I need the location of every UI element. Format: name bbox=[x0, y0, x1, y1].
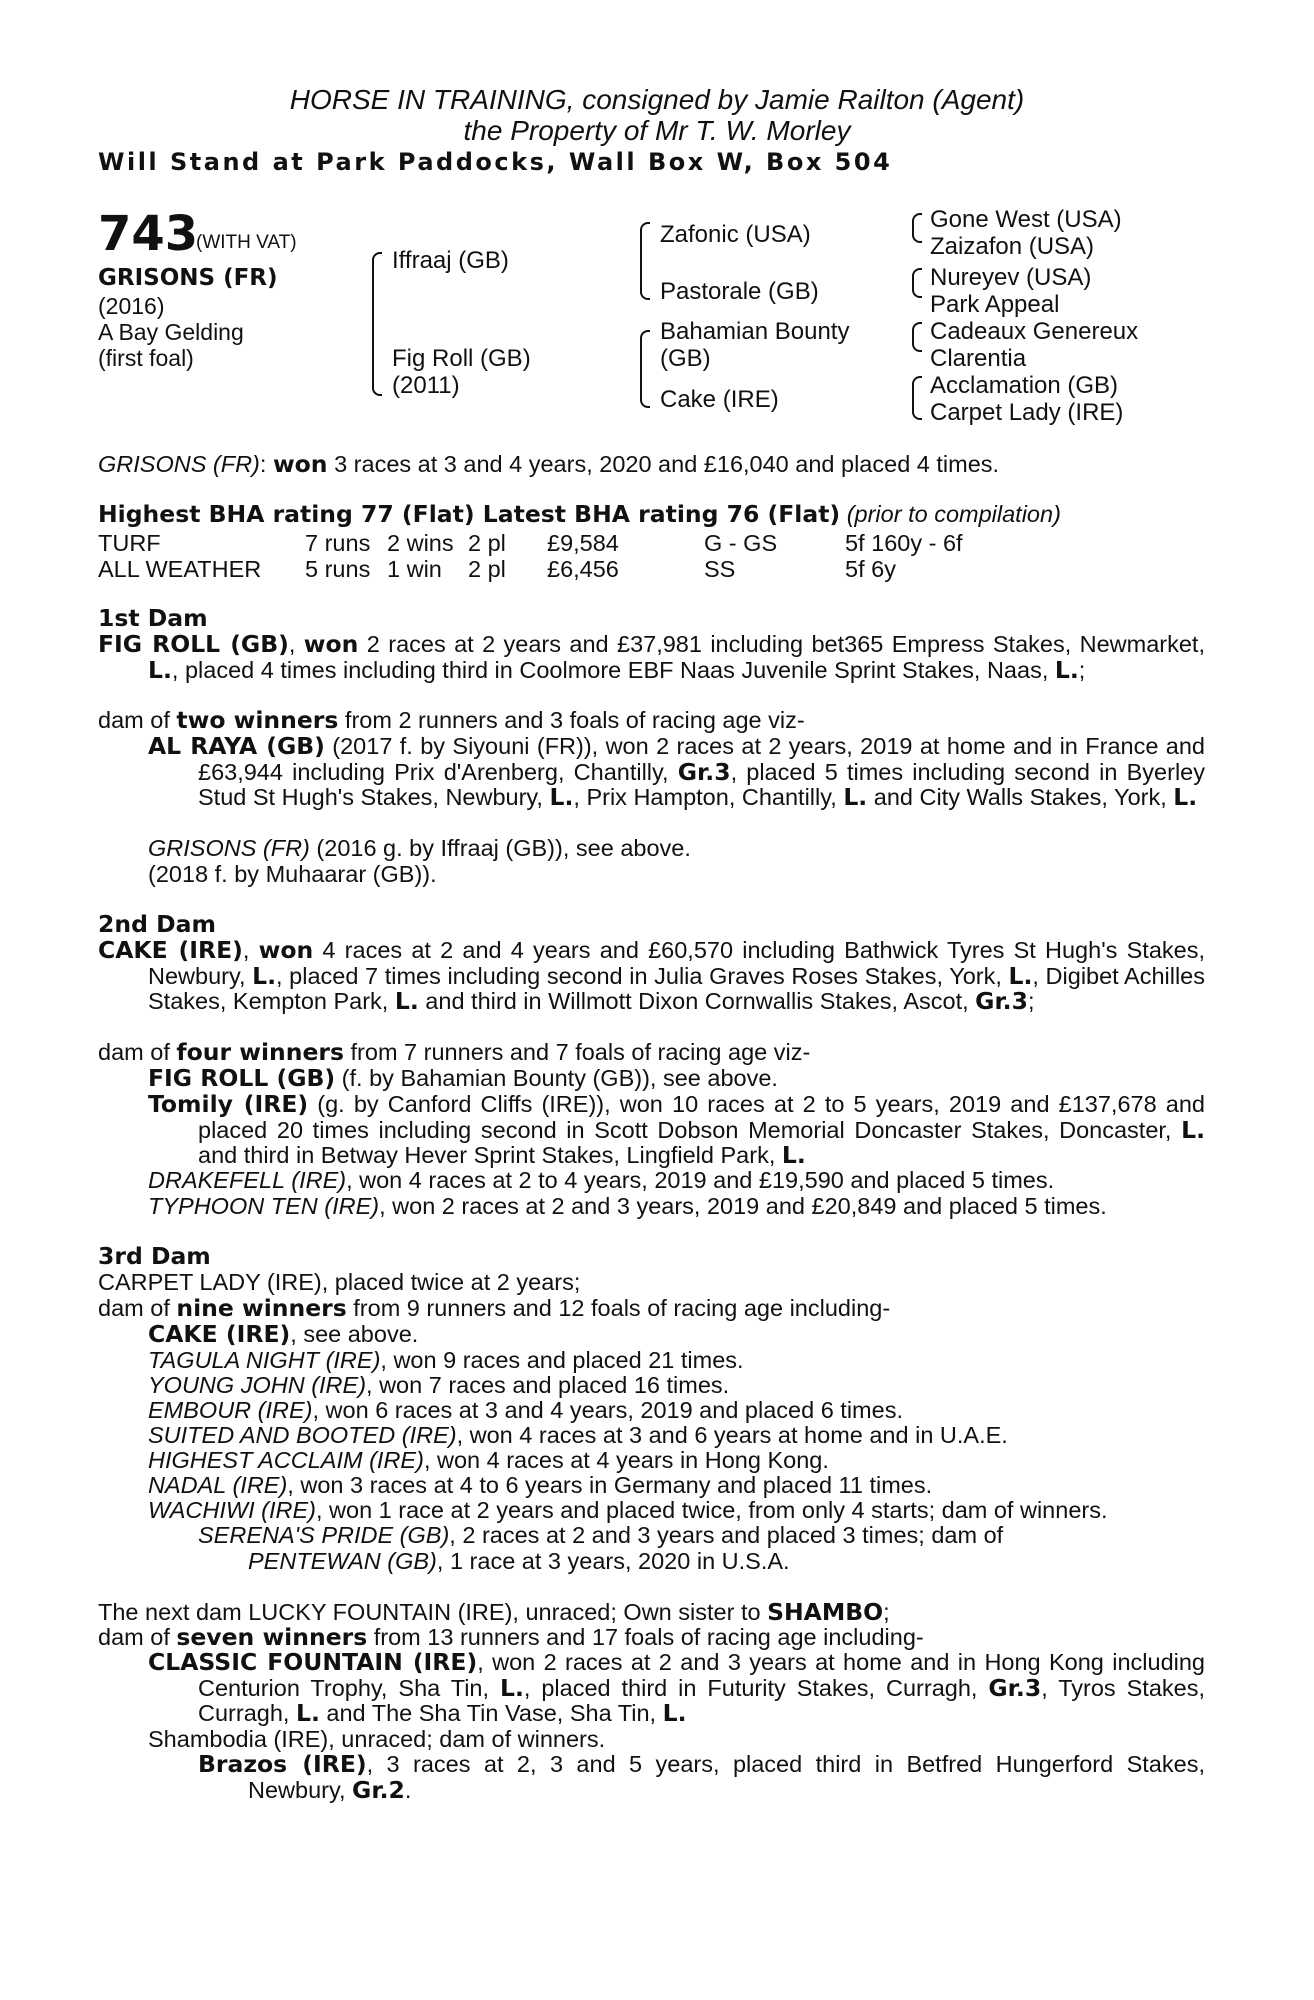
pedigree-sd: Pastorale (GB) bbox=[660, 278, 819, 305]
pedigree-brace-ss bbox=[912, 213, 922, 243]
dam2-text3: , Digibet Achilles Stakes, Kempton Park, bbox=[148, 962, 1206, 1014]
listed-mark: L. bbox=[549, 783, 574, 811]
bha-rating bbox=[98, 502, 1203, 528]
pedigree-brace-sire bbox=[640, 222, 650, 300]
dam3-produce-6 bbox=[148, 1448, 1253, 1474]
pedigree-dds: Acclamation (GB) bbox=[930, 372, 1119, 399]
damof-post: from 2 runners and 3 foals of racing age viz- bbox=[338, 707, 805, 733]
produce-name: DRAKEFELL (IRE) bbox=[148, 1167, 347, 1193]
dam2-heading: 2nd Dam bbox=[98, 910, 216, 938]
produce-name: HIGHEST ACCLAIM (IRE) bbox=[148, 1447, 424, 1473]
listed-mark: L. bbox=[1181, 1115, 1205, 1144]
pedigree-brace-gen1 bbox=[372, 252, 382, 396]
listed-mark: L. bbox=[781, 1141, 806, 1169]
dam1-produce-1 bbox=[148, 734, 1205, 811]
damof-pre: dam of bbox=[98, 1295, 177, 1321]
listed-mark: L. bbox=[662, 1699, 687, 1727]
produce-end: . bbox=[404, 1776, 412, 1803]
dam2-won: won bbox=[258, 936, 314, 964]
produce-name: Tomily (IRE) bbox=[148, 1090, 309, 1118]
pedigree-ssd: Zaizafon (USA) bbox=[930, 233, 1095, 260]
pedigree-brace-dam bbox=[640, 330, 650, 408]
produce-name: Brazos (IRE) bbox=[198, 1750, 367, 1778]
dam3-record: CARPET LADY (IRE), placed twice at 2 years; bbox=[98, 1269, 581, 1295]
stat-surface: TURF bbox=[98, 530, 161, 556]
nextdam-record bbox=[98, 1600, 1203, 1626]
pedigree-dam-year: (2011) bbox=[392, 372, 460, 399]
group-mark: Gr.2 bbox=[352, 1775, 405, 1804]
produce-text3: , Prix Hampton, Chantilly, bbox=[573, 784, 844, 810]
produce-text: (f. by Bahamian Bounty (GB)), see above. bbox=[335, 1065, 778, 1091]
damof-bold: two winners bbox=[176, 706, 339, 734]
nextdam-end: ; bbox=[883, 1599, 890, 1625]
dam3-produce-5 bbox=[148, 1423, 1253, 1449]
produce-name: PENTEWAN (GB) bbox=[248, 1548, 437, 1574]
produce-text: , won 2 races at 2 and 3 years, 2019 and £20,849 and placed 5 times. bbox=[379, 1193, 1107, 1219]
nextdam-sibling: SHAMBO bbox=[767, 1598, 884, 1626]
dam3-damof bbox=[98, 1296, 1203, 1322]
pedigree-dam: Fig Roll (GB) bbox=[392, 345, 531, 372]
damof-pre: dam of bbox=[98, 1624, 177, 1650]
produce-text: , won 4 races at 3 and 6 years at home and in U.A.E. bbox=[456, 1422, 1008, 1448]
produce-name: SUITED AND BOOTED (IRE) bbox=[148, 1422, 457, 1448]
produce-text2: , placed 5 times including second in Byerley Stud St Hugh's Stakes, Newbury, bbox=[198, 758, 1205, 810]
listed-mark: L. bbox=[1173, 783, 1198, 811]
pedigree-dsd: Clarentia bbox=[930, 345, 1027, 372]
damof-bold: seven winners bbox=[176, 1623, 368, 1651]
horse-description: A Bay Gelding bbox=[98, 319, 244, 345]
stat-prize: £9,584 bbox=[547, 530, 619, 556]
pedigree-brace-ds bbox=[912, 322, 922, 352]
listed-mark: L. bbox=[1054, 655, 1079, 684]
pedigree-ss: Zafonic (USA) bbox=[660, 221, 811, 248]
listed-mark: L. bbox=[843, 783, 868, 811]
produce-text: (g. by Canford Cliffs (IRE)), won 10 races at 2 to 5 years, 2019 and £137,678 and placed 20 times including second in Scott Dobson Memorial Doncaster Stakes, Doncaster, bbox=[198, 1091, 1206, 1143]
dam1-won: won bbox=[303, 630, 359, 658]
vat-note: (WITH VAT) bbox=[196, 232, 297, 253]
produce-text: , won 6 races at 3 and 4 years, 2019 and placed 6 times. bbox=[312, 1397, 903, 1423]
lot-number: 743 bbox=[98, 206, 199, 262]
listed-mark: L. bbox=[499, 1673, 524, 1702]
nextdam-produce-2: Shambodia (IRE), unraced; dam of winners. bbox=[148, 1726, 606, 1752]
dam1-record: FIG ROLL (GB), won 2 races at 2 years and £37,981 including bet365 Empress Stakes, Newmarket, L., placed 4 times including third in Coolmore EBF Naas Juvenile Sprint Stakes, Naas, L.; bbox=[98, 630, 1205, 684]
produce-text: , won 9 races and placed 21 times. bbox=[380, 1347, 744, 1373]
produce-text3: , Tyros Stakes, Curragh, bbox=[198, 1674, 1205, 1726]
rating-text: Highest BHA rating 77 (Flat) Latest BHA rating 76 (Flat) bbox=[98, 500, 841, 528]
pedigree-sss: Gone West (USA) bbox=[930, 206, 1122, 233]
produce-text4: and City Walls Stakes, York, bbox=[867, 784, 1174, 810]
produce-name: AL RAYA (GB) bbox=[148, 732, 325, 760]
group-mark: Gr.3 bbox=[975, 987, 1028, 1015]
horse-name: GRISONS (FR) bbox=[98, 265, 278, 291]
group-mark: Gr.3 bbox=[677, 757, 731, 786]
dam2-text2: , placed 7 times including second in Julia Graves Roses Stakes, York, bbox=[276, 962, 1009, 989]
summary-won: won bbox=[272, 450, 328, 478]
pedigree-brace-dd bbox=[912, 376, 922, 420]
dam3-produce-4 bbox=[148, 1398, 1253, 1424]
dam1-damof bbox=[98, 708, 1203, 734]
dam2-produce-3 bbox=[148, 1168, 1253, 1194]
dam2-produce-4 bbox=[148, 1194, 1253, 1220]
stat-going: SS bbox=[704, 556, 736, 582]
dam2-end: ; bbox=[1027, 988, 1035, 1014]
produce-name: TYPHOON TEN (IRE) bbox=[148, 1193, 380, 1219]
nextdam-damof bbox=[98, 1625, 1203, 1651]
produce-name: GRISONS (FR) bbox=[148, 835, 310, 861]
pedigree-sire: Iffraaj (GB) bbox=[392, 247, 509, 274]
dam1-heading: 1st Dam bbox=[98, 604, 208, 632]
produce-text: , won 3 races at 4 to 6 years in Germany and placed 11 times. bbox=[287, 1472, 933, 1498]
produce-text: , won 4 races at 4 years in Hong Kong. bbox=[423, 1447, 829, 1473]
damof-bold: nine winners bbox=[176, 1294, 347, 1322]
dam3-produce-8 bbox=[148, 1498, 1253, 1524]
stat-placed: 2 pl bbox=[468, 530, 506, 556]
produce-name: EMBOUR (IRE) bbox=[148, 1397, 313, 1423]
stat-placed: 2 pl bbox=[468, 556, 506, 582]
produce-text: , won 7 races and placed 16 times. bbox=[366, 1372, 730, 1398]
damof-pre: dam of bbox=[98, 1039, 177, 1065]
listed-mark: L. bbox=[1008, 961, 1033, 990]
produce-text4: and The Sha Tin Vase, Sha Tin, bbox=[319, 1700, 663, 1726]
foal-note: (first foal) bbox=[98, 345, 194, 371]
listed-mark: L. bbox=[252, 961, 277, 990]
produce-text: , 2 races at 2 and 3 years and placed 3 times; dam of bbox=[449, 1522, 1004, 1548]
property-line: the Property of Mr T. W. Morley bbox=[463, 115, 851, 146]
damof-post: from 7 runners and 7 foals of racing age viz- bbox=[344, 1039, 811, 1065]
pedigree-ddd: Carpet Lady (IRE) bbox=[930, 399, 1124, 426]
pedigree-ds: Bahamian Bounty bbox=[660, 318, 850, 345]
listed-mark: L. bbox=[148, 655, 172, 684]
horse-year: (2016) bbox=[98, 293, 165, 319]
listed-mark: L. bbox=[394, 987, 419, 1015]
dam2-record: CAKE (IRE), won 4 races at 2 and 4 years and £60,570 including Bathwick Tyres St Hugh's Stakes, Newbury, L., placed 7 times including second in Julia Graves Roses Stakes, York, L., Digibet Achilles Stakes, Kempton Park, L. and third in Willmott Dixon Cornwallis Stakes, Ascot, Gr.3; bbox=[98, 936, 1206, 1015]
dam1-text2: , placed 4 times including third in Coolmore EBF Naas Juvenile Sprint Stakes, Naas, bbox=[171, 656, 1055, 683]
dam3-heading: 3rd Dam bbox=[98, 1242, 211, 1270]
dam1-name: FIG ROLL (GB) bbox=[98, 630, 289, 658]
pedigree-sdd: Park Appeal bbox=[930, 291, 1060, 318]
produce-text: , won 2 races at 2 and 3 years at home and in Hong Kong including Centurion Trophy, Sha Tin, bbox=[198, 1649, 1206, 1701]
produce-name: CLASSIC FOUNTAIN (IRE) bbox=[148, 1648, 478, 1676]
produce-name: SERENA'S PRIDE (GB) bbox=[198, 1522, 450, 1548]
dam3-grandproduce-2 bbox=[248, 1549, 1314, 1575]
damof-bold: four winners bbox=[176, 1038, 344, 1066]
dam3-produce-2 bbox=[148, 1348, 1253, 1374]
rating-note: (prior to compilation) bbox=[846, 501, 1061, 527]
produce-name: TAGULA NIGHT (IRE) bbox=[148, 1347, 381, 1373]
pedigree-sds: Nureyev (USA) bbox=[930, 264, 1092, 291]
summary-horse: GRISONS (FR) bbox=[98, 451, 260, 477]
consignor-line: HORSE IN TRAINING, consigned by Jamie Railton (Agent) bbox=[289, 84, 1025, 115]
dam3-produce-3 bbox=[148, 1373, 1253, 1399]
stats-row-aw bbox=[98, 556, 1198, 586]
damof-pre: dam of bbox=[98, 707, 177, 733]
dam1-text3: ; bbox=[1078, 656, 1086, 683]
damof-post: from 9 runners and 12 foals of racing age including- bbox=[346, 1295, 891, 1321]
race-summary: GRISONS (FR): won 3 races at 3 and 4 years, 2020 and £16,040 and placed 4 times. bbox=[98, 450, 1000, 478]
dam2-text4: and third in Willmott Dixon Cornwallis Stakes, Ascot, bbox=[418, 988, 976, 1014]
dam3-produce-1 bbox=[148, 1322, 1253, 1348]
dam1-produce-3: (2018 f. by Muhaarar (GB)). bbox=[148, 861, 437, 887]
dam2-produce-1 bbox=[148, 1066, 1253, 1092]
produce-text: , won 4 races at 2 to 4 years, 2019 and £19,590 and placed 5 times. bbox=[346, 1167, 1055, 1193]
pedigree-dss: Cadeaux Genereux bbox=[930, 318, 1139, 345]
damof-post: from 13 runners and 17 foals of racing age including- bbox=[367, 1624, 924, 1650]
stat-prize: £6,456 bbox=[547, 556, 619, 582]
produce-name: WACHIWI (IRE) bbox=[148, 1497, 316, 1523]
produce-name: NADAL (IRE) bbox=[148, 1472, 288, 1498]
stat-distance: 5f 160y - 6f bbox=[845, 530, 963, 556]
nextdam-grandproduce bbox=[198, 1752, 1205, 1803]
dam2-damof bbox=[98, 1040, 1203, 1066]
group-mark: Gr.3 bbox=[988, 1673, 1042, 1702]
stand-location: Will Stand at Park Paddocks, Wall Box W, Box 504 bbox=[98, 148, 893, 176]
dam3-produce-7 bbox=[148, 1473, 1253, 1499]
produce-text2: , placed third in Futurity Stakes, Curragh, bbox=[523, 1674, 989, 1701]
stat-wins: 1 win bbox=[387, 556, 442, 582]
dam1-text: 2 races at 2 years and £37,981 including bet365 Empress Stakes, Newmarket, bbox=[358, 631, 1205, 657]
nextdam-text: The next dam LUCKY FOUNTAIN (IRE), unraced; Own sister to bbox=[98, 1599, 768, 1625]
produce-text: (2017 f. by Siyouni (FR)), won 2 races at 2 years, 2019 at home and in France and £63,944 including Prix d'Arenberg, Chantilly, bbox=[198, 733, 1205, 785]
produce-text: , 1 race at 3 years, 2020 in U.S.A. bbox=[436, 1548, 790, 1574]
pedigree-ds-2: (GB) bbox=[660, 345, 711, 372]
stat-runs: 7 runs bbox=[305, 530, 371, 556]
produce-text: , see above. bbox=[290, 1321, 419, 1347]
stat-wins: 2 wins bbox=[387, 530, 454, 556]
summary-text: 3 races at 3 and 4 years, 2020 and £16,040 and placed 4 times. bbox=[327, 451, 1000, 477]
pedigree-dd: Cake (IRE) bbox=[660, 386, 779, 413]
pedigree-brace-sd bbox=[912, 268, 922, 298]
produce-text: (2016 g. by Iffraaj (GB)), see above. bbox=[309, 835, 691, 861]
produce-name: YOUNG JOHN (IRE) bbox=[148, 1372, 367, 1398]
produce-text2: and third in Betway Hever Sprint Stakes, Lingfield Park, bbox=[198, 1142, 782, 1168]
nextdam-produce-1 bbox=[148, 1650, 1205, 1727]
stat-surface: ALL WEATHER bbox=[98, 556, 262, 582]
stat-going: G - GS bbox=[704, 530, 778, 556]
listed-mark: L. bbox=[295, 1699, 320, 1727]
dam1-produce-2 bbox=[148, 836, 1253, 862]
produce-text: , 3 races at 2, 3 and 5 years, placed third in Betfred Hungerford Stakes, Newbury, bbox=[248, 1751, 1205, 1803]
dam3-grandproduce bbox=[198, 1523, 1255, 1549]
dam2-name: CAKE (IRE) bbox=[98, 936, 243, 964]
stat-runs: 5 runs bbox=[305, 556, 371, 582]
stat-distance: 5f 6y bbox=[845, 556, 896, 582]
produce-name: CAKE (IRE) bbox=[148, 1320, 291, 1348]
dam2-produce-2 bbox=[148, 1092, 1205, 1169]
produce-name: FIG ROLL (GB) bbox=[148, 1064, 336, 1092]
dam2-text: 4 races at 2 and 4 years and £60,570 including Bathwick Tyres St Hugh's Stakes, Newbury, bbox=[148, 937, 1205, 989]
produce-text: , won 1 race at 2 years and placed twice, from only 4 starts; dam of winners. bbox=[315, 1497, 1108, 1523]
